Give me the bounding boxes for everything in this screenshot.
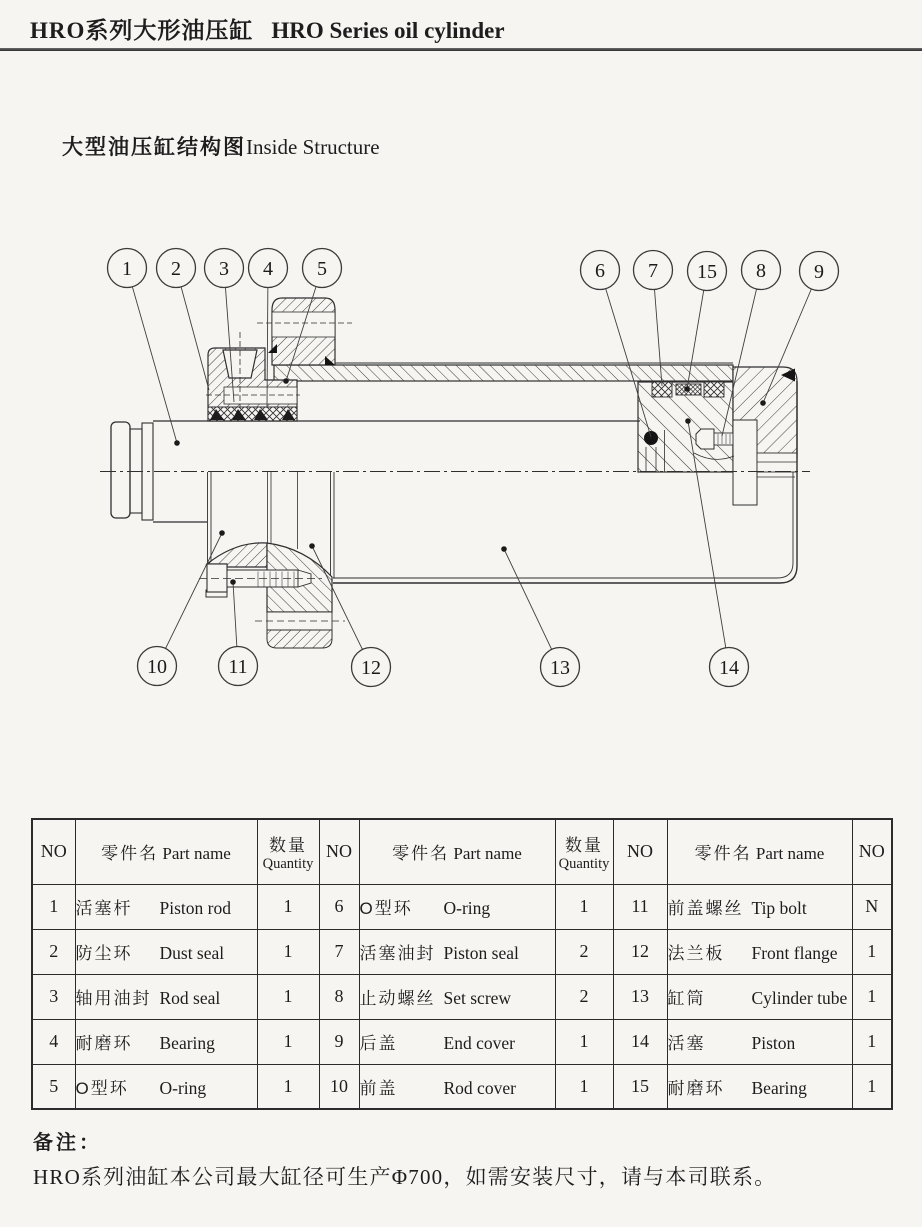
column-header-no: NO	[613, 819, 667, 884]
part-name-cell	[359, 1064, 555, 1109]
part-name-en: End cover	[443, 1033, 515, 1053]
part-name-zh: 后盖	[359, 1034, 398, 1053]
quantity-cell: 2	[555, 974, 613, 1019]
part-name-zh: 活塞油封	[359, 944, 436, 963]
part-name-zh: 前盖螺丝	[667, 899, 744, 918]
section-subtitle-zh: 大型油压缸结构图	[62, 135, 246, 159]
end-cover	[733, 367, 797, 505]
table-row	[32, 929, 892, 974]
part-no-cell: 10	[319, 1064, 359, 1109]
front-flange-top	[257, 298, 352, 365]
callout-leader-line	[600, 270, 651, 437]
part-no-cell: 2	[32, 929, 75, 974]
part-name-en: Piston seal	[443, 943, 519, 963]
part-name-en: O-ring	[443, 898, 491, 918]
table-row	[32, 1019, 892, 1064]
quantity-cell: 1	[555, 1064, 613, 1109]
part-name-cell	[667, 929, 852, 974]
part-name-cell	[667, 1019, 852, 1064]
front-flange-bottom	[207, 543, 345, 648]
part-no-cell: 12	[613, 929, 667, 974]
header-qty-zh: 数量	[565, 835, 603, 855]
part-name-en: Tip bolt	[751, 898, 807, 918]
column-header-no: NO	[852, 819, 892, 884]
part-no-cell: 1	[852, 1064, 892, 1109]
quantity-cell: 1	[257, 1064, 319, 1109]
part-name-zh: 耐磨环	[667, 1078, 725, 1098]
table-row	[32, 884, 892, 929]
table-row	[32, 974, 892, 1019]
part-no-cell: N	[852, 884, 892, 929]
part-no-cell: 1	[32, 884, 75, 929]
callout-endpoint-dot	[219, 530, 225, 536]
header-part-en: Part name	[453, 844, 522, 864]
part-name-cell	[75, 1064, 257, 1109]
part-name-en: Bearing	[159, 1033, 215, 1053]
part-name-zh: 防尘环	[75, 944, 133, 963]
part-no-cell: 1	[852, 929, 892, 974]
callout-number: 14	[719, 657, 739, 679]
header-part-zh: 零件名	[101, 844, 159, 864]
column-header-quantity	[257, 819, 319, 884]
part-name-cell	[667, 884, 852, 929]
callout-number: 3	[219, 258, 229, 280]
note-label: 备注：	[33, 1132, 102, 1154]
quantity-cell: 1	[257, 929, 319, 974]
part-name-en: Set screw	[443, 988, 512, 1008]
part-name-zh: O型环	[359, 899, 413, 918]
part-name-zh: 耐磨环	[75, 1034, 133, 1053]
part-name-en: Dust seal	[159, 943, 225, 963]
column-header-quantity	[555, 819, 613, 884]
part-name-en: Rod seal	[159, 988, 221, 1008]
part-name-cell	[75, 974, 257, 1019]
callout-number: 5	[317, 258, 327, 280]
part-name-cell	[667, 974, 852, 1019]
part-no-cell: 4	[32, 1019, 75, 1064]
part-no-cell: 3	[32, 974, 75, 1019]
part-name-zh: 止动螺丝	[359, 989, 436, 1008]
column-header-part-name	[667, 819, 852, 884]
header-part-en: Part name	[162, 844, 231, 864]
callout-endpoint-dot	[174, 440, 180, 446]
table-row	[32, 1064, 892, 1109]
part-no-cell: 5	[32, 1064, 75, 1109]
callout-leader-line	[157, 533, 222, 666]
column-header-no: NO	[319, 819, 359, 884]
callout-endpoint-dot	[760, 400, 766, 406]
part-name-zh: 法兰板	[667, 944, 725, 963]
quantity-cell: 1	[555, 1019, 613, 1064]
callout-endpoint-dot	[309, 543, 315, 549]
part-name-en: Piston	[751, 1033, 796, 1053]
callout-endpoint-dot	[283, 378, 289, 384]
part-name-zh: 缸筒	[667, 989, 706, 1008]
column-header-part-name	[75, 819, 257, 884]
quantity-cell: 1	[555, 884, 613, 929]
callout-endpoint-dot	[685, 418, 691, 424]
part-no-cell: 14	[613, 1019, 667, 1064]
part-name-en: Front flange	[751, 943, 838, 963]
header-part-zh: 零件名	[392, 844, 450, 864]
part-name-en: Cylinder tube	[751, 988, 848, 1008]
header-qty-en: Quantity	[558, 855, 610, 872]
part-name-en: Bearing	[751, 1077, 807, 1098]
quantity-cell: 1	[257, 884, 319, 929]
callout-number: 11	[228, 656, 248, 678]
quantity-cell: 2	[555, 929, 613, 974]
header-part-en: Part name	[755, 844, 825, 864]
part-name-cell	[359, 884, 555, 929]
o-ring-section	[644, 431, 658, 445]
callout-number: 8	[756, 260, 766, 282]
part-no-cell: 1	[852, 1019, 892, 1064]
callout-number: 10	[147, 656, 167, 678]
part-no-cell: 13	[613, 974, 667, 1019]
part-name-zh: 轴用油封	[75, 989, 152, 1008]
callout-number: 15	[697, 261, 717, 283]
callout-number: 12	[361, 657, 381, 679]
part-name-cell	[75, 929, 257, 974]
callout-endpoint-dot	[684, 386, 690, 392]
callout-number: 9	[814, 261, 824, 283]
callout-number: 2	[171, 258, 181, 280]
part-name-cell	[75, 884, 257, 929]
part-name-cell	[667, 1064, 852, 1109]
header-part-zh: 零件名	[694, 844, 752, 864]
part-name-zh: 活塞杆	[75, 899, 133, 918]
page-title-en: HRO Series oil cylinder	[271, 18, 505, 43]
callout-number: 6	[595, 260, 605, 282]
part-no-cell: 15	[613, 1064, 667, 1109]
part-no-cell: 1	[852, 974, 892, 1019]
part-no-cell: 9	[319, 1019, 359, 1064]
callout-number: 4	[263, 258, 273, 280]
parts-table-body	[32, 884, 892, 1109]
parts-table	[31, 818, 893, 1110]
section-subtitle-en: Inside Structure	[246, 135, 380, 159]
callout-endpoint-dot	[230, 579, 236, 585]
header-qty-zh: 数量	[269, 835, 307, 855]
part-name-zh: O型环	[75, 1078, 129, 1098]
part-name-en: Rod cover	[443, 1077, 516, 1098]
callout-leader-line	[127, 268, 177, 443]
callout-endpoint-dot	[501, 546, 507, 552]
part-name-cell	[359, 1019, 555, 1064]
part-no-cell: 6	[319, 884, 359, 929]
callout-number: 7	[648, 260, 658, 282]
part-no-cell: 8	[319, 974, 359, 1019]
part-name-en: Piston rod	[159, 898, 231, 918]
callout-number: 13	[550, 657, 570, 679]
note-text: HRO系列油缸本公司最大缸径可生产Φ700，如需安装尺寸，请与本司联系。	[33, 1165, 777, 1189]
callout-number: 1	[122, 258, 132, 280]
cylinder-tube-wall	[274, 363, 733, 381]
part-name-cell	[359, 929, 555, 974]
parts-table-head	[32, 819, 892, 884]
quantity-cell: 1	[257, 1019, 319, 1064]
header-qty-en: Quantity	[262, 855, 314, 872]
page-title-zh: HRO系列大形油压缸	[30, 18, 254, 43]
part-name-zh: 前盖	[359, 1078, 398, 1098]
part-name-zh: 活塞	[667, 1034, 706, 1053]
part-name-en: O-ring	[159, 1077, 207, 1098]
part-no-cell: 11	[613, 884, 667, 929]
part-name-cell	[75, 1019, 257, 1064]
piston	[638, 382, 733, 472]
column-header-part-name	[359, 819, 555, 884]
column-header-no: NO	[32, 819, 75, 884]
quantity-cell: 1	[257, 974, 319, 1019]
part-name-cell	[359, 974, 555, 1019]
part-no-cell: 7	[319, 929, 359, 974]
